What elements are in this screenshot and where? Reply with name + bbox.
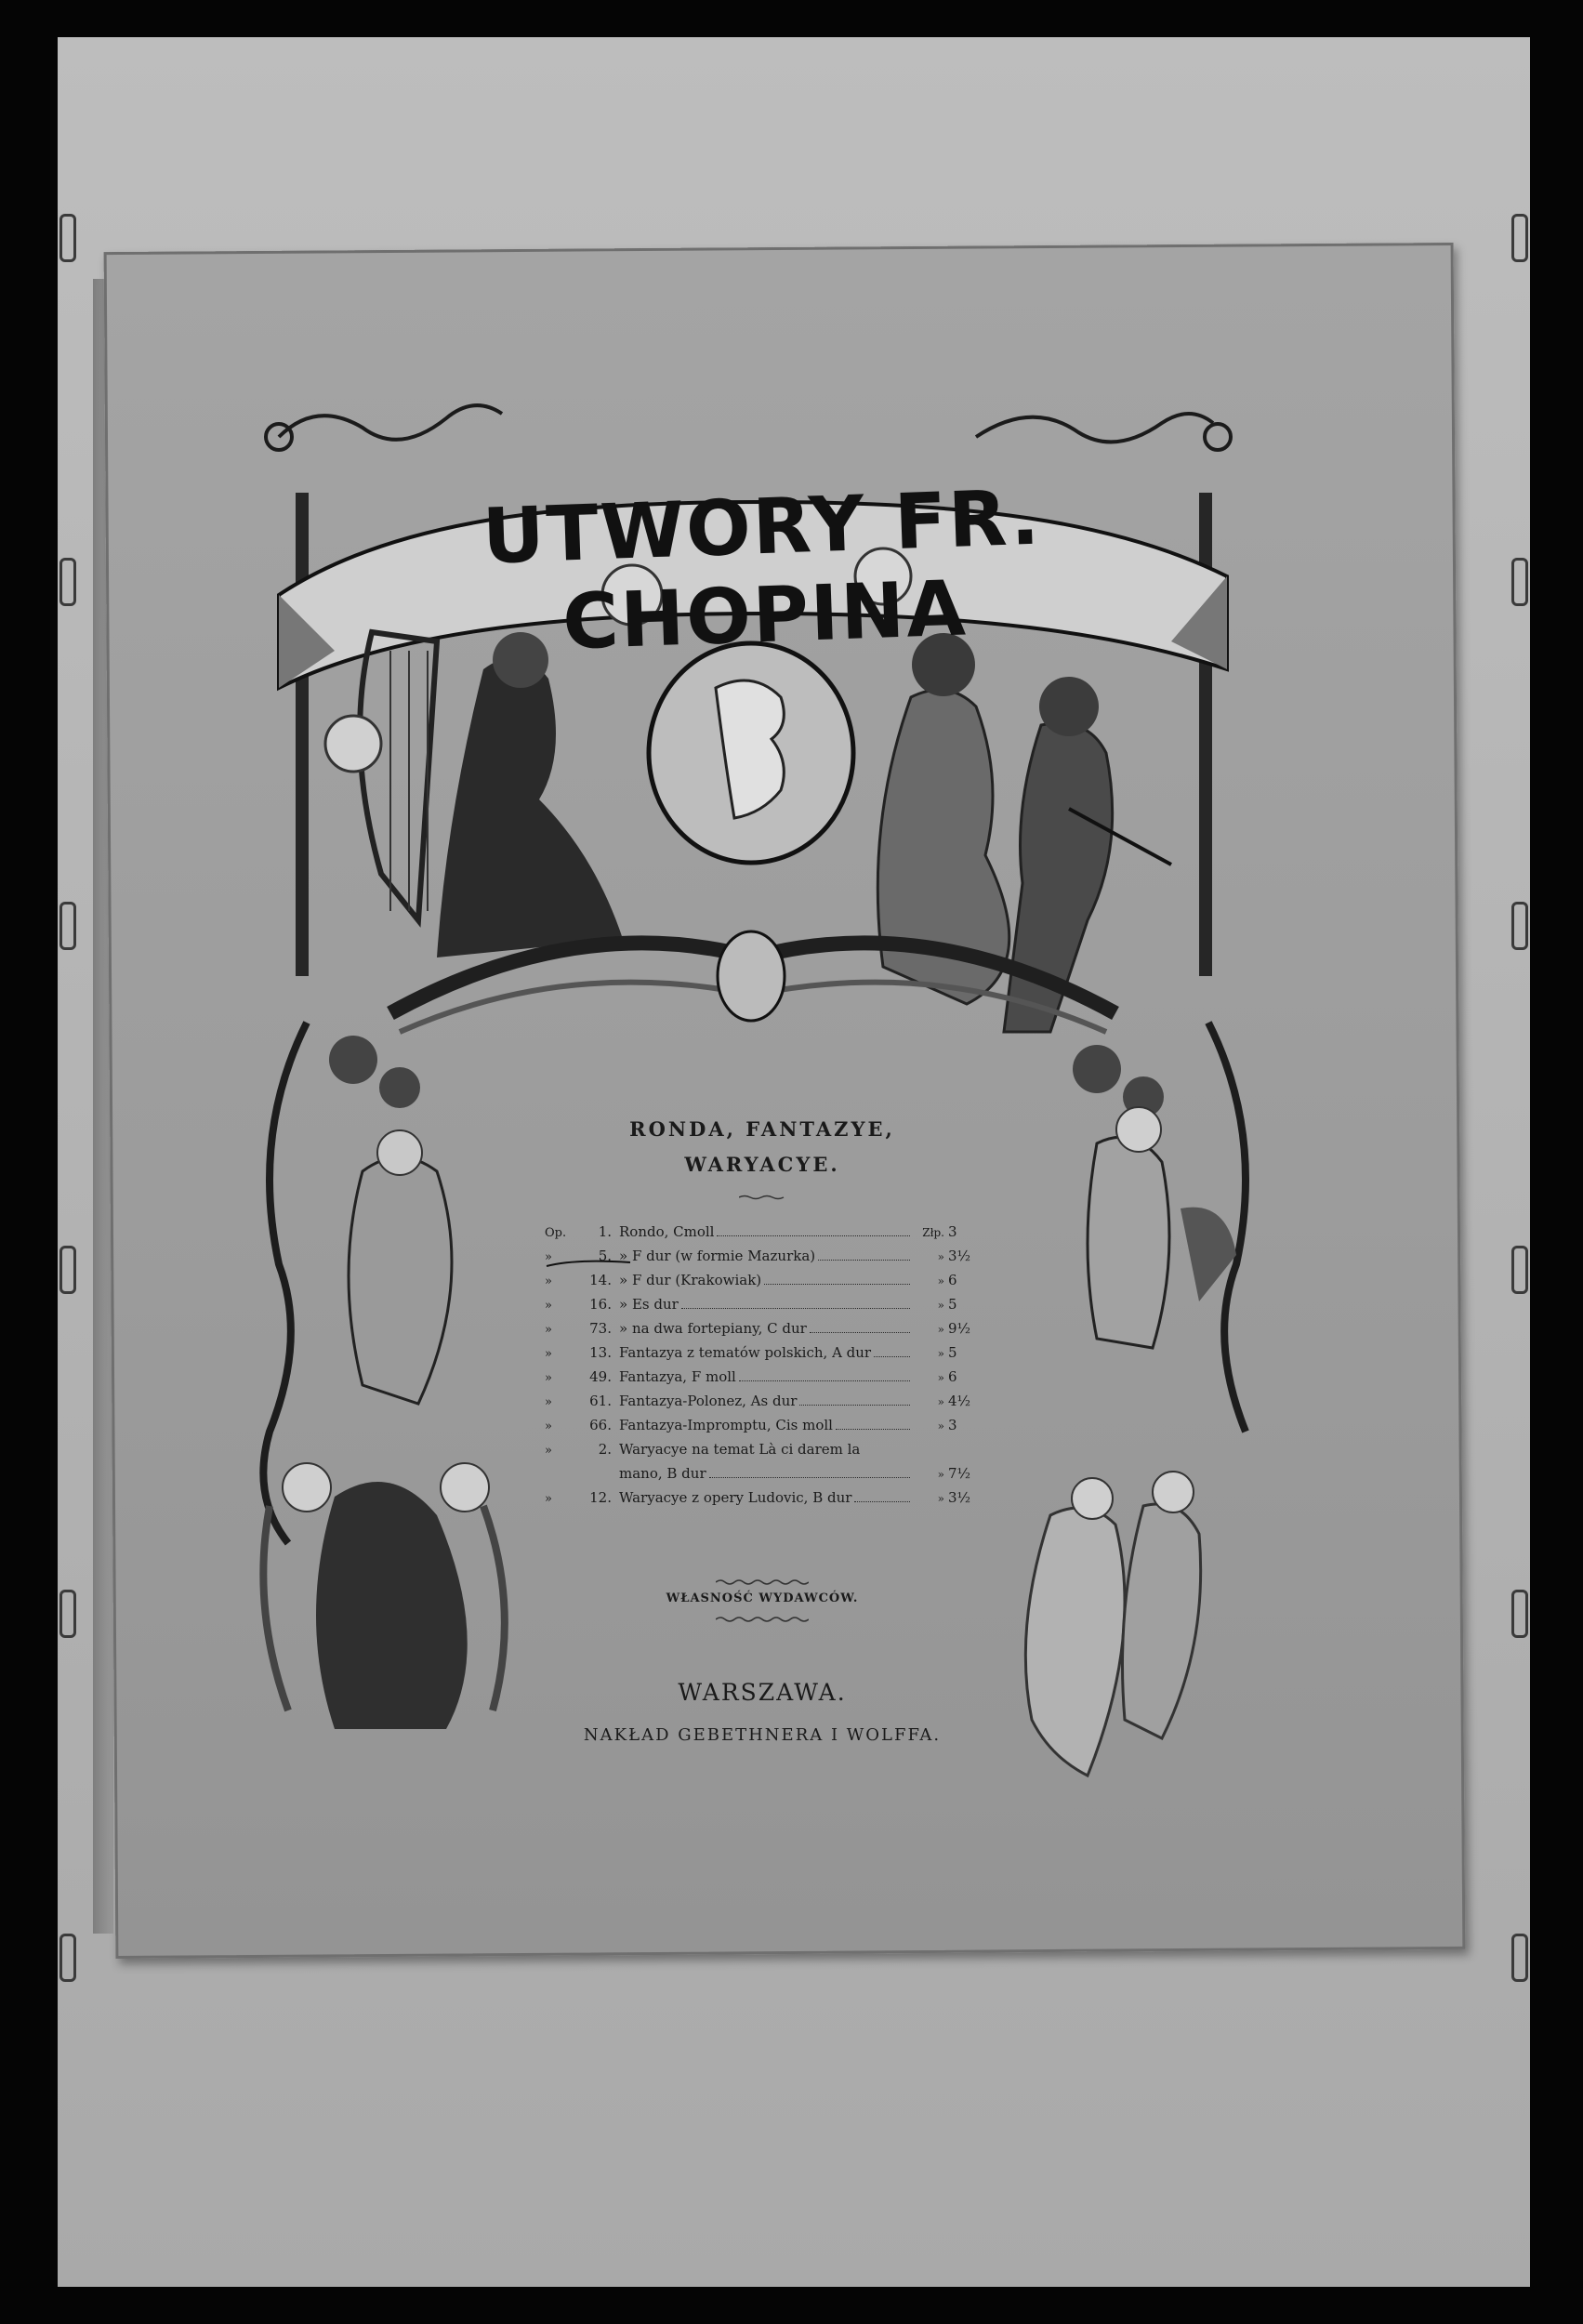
price-currency: Złp. bbox=[922, 1226, 944, 1239]
price-currency: » bbox=[937, 1299, 944, 1312]
publication-place: WARSZAWA. bbox=[678, 1679, 847, 1706]
opus-number: 1. bbox=[598, 1223, 612, 1240]
opus-mark: » bbox=[545, 1492, 552, 1506]
opus-number: 66. bbox=[589, 1417, 612, 1433]
bottom-right-couple bbox=[1025, 1472, 1200, 1776]
opus-mark: » bbox=[545, 1444, 552, 1458]
price-value: 7½ bbox=[948, 1465, 971, 1482]
section-heading: RONDA, FANTAZYE, bbox=[629, 1117, 895, 1141]
opus-mark: » bbox=[545, 1419, 552, 1433]
opus-number: 61. bbox=[589, 1393, 612, 1409]
right-angels bbox=[1088, 1107, 1236, 1348]
price-value: 3 bbox=[948, 1223, 957, 1240]
price-value: 5 bbox=[948, 1296, 957, 1313]
wavy-rule bbox=[716, 1616, 809, 1623]
price-value: 3½ bbox=[948, 1489, 971, 1506]
price-value: 5 bbox=[948, 1344, 957, 1361]
opus-row bbox=[545, 1417, 972, 1441]
price-currency: » bbox=[937, 1492, 944, 1505]
opus-number: 49. bbox=[589, 1368, 612, 1385]
opus-mark: » bbox=[545, 1347, 552, 1361]
opus-row bbox=[545, 1489, 972, 1513]
price-value: 6 bbox=[948, 1272, 957, 1288]
work-title: Fantazya z tematów polskich, A dur bbox=[619, 1344, 872, 1361]
price-value: 6 bbox=[948, 1368, 957, 1385]
opus-list bbox=[545, 1223, 972, 1513]
banner-title: UTWORY FR. CHOPINA bbox=[481, 473, 1043, 667]
work-title: Fantazya-Impromptu, Cis moll bbox=[619, 1417, 833, 1433]
price-value: 3 bbox=[948, 1417, 957, 1433]
work-title: Rondo, Cmoll bbox=[619, 1223, 715, 1240]
opus-number: 12. bbox=[589, 1489, 612, 1506]
wavy-rule bbox=[716, 1578, 809, 1586]
opus-mark: » bbox=[545, 1395, 552, 1409]
opus-row bbox=[545, 1320, 972, 1344]
price-currency: » bbox=[937, 1395, 944, 1408]
work-title: » F dur (Krakowiak) bbox=[619, 1272, 762, 1288]
opus-row bbox=[545, 1465, 972, 1489]
opus-row bbox=[545, 1441, 972, 1465]
opus-number: 14. bbox=[589, 1272, 612, 1288]
opus-row bbox=[545, 1368, 972, 1393]
opus-number: 2. bbox=[598, 1441, 612, 1458]
roses bbox=[329, 1036, 1164, 1117]
opus-number: 13. bbox=[589, 1344, 612, 1361]
work-title: » na dwa fortepiany, C dur bbox=[619, 1320, 807, 1337]
price-currency: » bbox=[937, 1347, 944, 1360]
left-dancers bbox=[349, 1130, 452, 1404]
work-title: Fantazya, F moll bbox=[619, 1368, 736, 1385]
work-title: Fantazya-Polonez, As dur bbox=[619, 1393, 798, 1409]
opus-number: 16. bbox=[589, 1296, 612, 1313]
price-currency: » bbox=[937, 1250, 944, 1263]
price-value: 9½ bbox=[948, 1320, 971, 1337]
work-title: » Es dur bbox=[619, 1296, 679, 1313]
opus-row bbox=[545, 1248, 972, 1272]
opus-row bbox=[545, 1223, 972, 1248]
price-currency: » bbox=[937, 1274, 944, 1287]
opus-row bbox=[545, 1272, 972, 1296]
price-currency: » bbox=[937, 1323, 944, 1336]
opus-number: 5. bbox=[598, 1248, 612, 1264]
opus-number: 73. bbox=[589, 1320, 612, 1337]
opus-row bbox=[545, 1344, 972, 1368]
work-title: » F dur (w formie Mazurka) bbox=[619, 1248, 816, 1264]
work-title: Waryacye na temat Là ci darem la bbox=[619, 1441, 861, 1458]
opus-mark: » bbox=[545, 1371, 552, 1385]
opus-mark: » bbox=[545, 1299, 552, 1313]
price-value: 4½ bbox=[948, 1393, 971, 1409]
price-value: 3½ bbox=[948, 1248, 971, 1264]
opus-row bbox=[545, 1393, 972, 1417]
theatre-mask bbox=[718, 931, 785, 1021]
opus-mark: » bbox=[545, 1323, 552, 1337]
work-title: Waryacye z opery Ludovic, B dur bbox=[619, 1489, 852, 1506]
section-heading: WARYACYE. bbox=[684, 1153, 840, 1176]
price-currency: » bbox=[937, 1468, 944, 1481]
top-flourish bbox=[266, 405, 1231, 450]
small-ornament bbox=[739, 1195, 785, 1200]
publisher: NAKŁAD GEBETHNERA I WOLFFA. bbox=[583, 1725, 942, 1745]
bottom-left-figures bbox=[263, 1463, 505, 1729]
opus-row bbox=[545, 1296, 972, 1320]
opus-mark: » bbox=[545, 1274, 552, 1288]
price-currency: » bbox=[937, 1371, 944, 1384]
price-currency: » bbox=[937, 1419, 944, 1433]
harpist-group bbox=[325, 632, 623, 957]
ownership-notice: WŁASNOŚĆ WYDAWCÓW. bbox=[666, 1591, 859, 1605]
opus-mark: Op. bbox=[545, 1226, 567, 1240]
opus-mark: » bbox=[545, 1250, 552, 1264]
work-title: mano, B dur bbox=[619, 1465, 706, 1482]
